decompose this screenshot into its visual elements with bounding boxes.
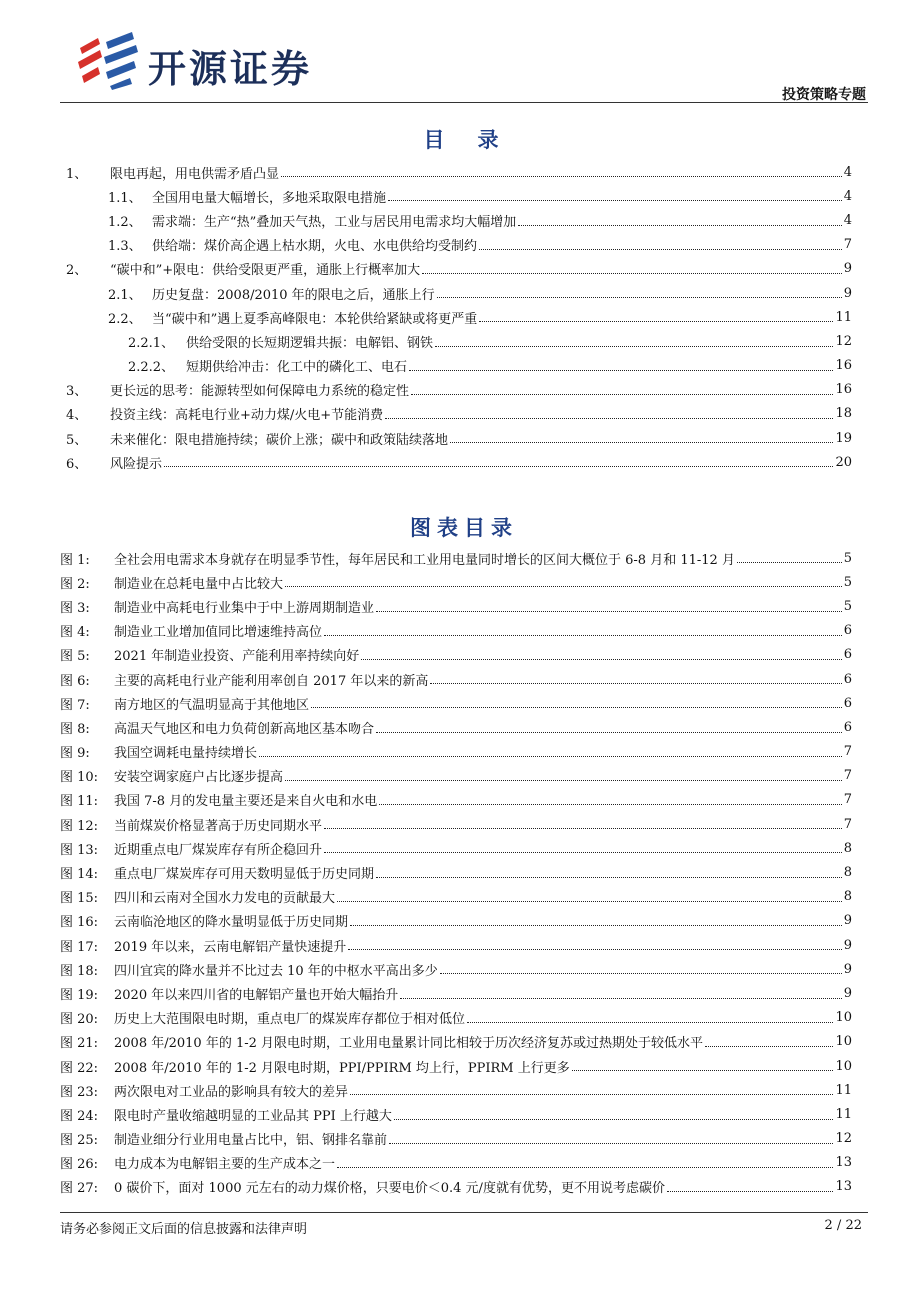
toc-entry-title: “碳中和”+限电：供给受限更严重，通胀上行概率加大: [110, 263, 421, 279]
figure-entry[interactable]: [60, 1006, 852, 1030]
toc-entry[interactable]: [60, 160, 852, 184]
figure-entry-number: 图 22:: [60, 1060, 99, 1076]
toc-entry[interactable]: [60, 378, 852, 402]
dot-leader: [376, 732, 842, 733]
figure-entry-page: 7: [843, 744, 852, 760]
dot-leader: [350, 925, 842, 926]
dot-leader: [400, 998, 842, 999]
figure-entry[interactable]: [60, 1127, 852, 1151]
figure-entry-page: 5: [843, 550, 852, 566]
figure-entry-number: 图 7:: [60, 697, 90, 713]
figure-entry-page: 7: [843, 792, 852, 808]
figure-entry-page: 6: [843, 719, 852, 735]
figure-entry-number: 图 13:: [60, 842, 99, 858]
figure-entry[interactable]: [60, 812, 852, 836]
figure-entry-page: 10: [835, 1010, 852, 1026]
figure-entry-page: 6: [843, 671, 852, 687]
figure-entry-page: 8: [843, 840, 852, 856]
figure-entry-number: 图 24:: [60, 1108, 99, 1124]
figure-entry-title: 两次限电对工业品的影响具有较大的差异: [114, 1084, 349, 1100]
figure-entry-page: 5: [843, 598, 852, 614]
figure-entry[interactable]: [60, 1078, 852, 1102]
dot-leader: [385, 418, 833, 419]
figure-entry-number: 图 5:: [60, 649, 90, 665]
toc-entry-page: 11: [835, 309, 852, 325]
figure-entry-title: 我国空调耗电量持续增长: [114, 746, 258, 762]
dot-leader: [379, 804, 842, 805]
header-divider: [60, 102, 868, 103]
figure-entry-title: 四川和云南对全国水力发电的贡献最大: [114, 891, 336, 907]
figure-entry-title: 0 碳价下，面对 1000 元左右的动力煤价格，只要电价＜0.4 元/度就有优势，更不用说考虑碳价: [114, 1181, 665, 1197]
figure-entry[interactable]: [60, 594, 852, 618]
toc-entry-number: 3、: [66, 384, 88, 400]
figure-entry[interactable]: [60, 643, 852, 667]
dot-leader: [259, 756, 842, 757]
figure-entry[interactable]: [60, 1102, 852, 1126]
dot-leader: [285, 586, 842, 587]
figure-entry-title: 我国 7-8 月的发电量主要还是来自火电和水电: [114, 794, 378, 810]
toc-entry-number: 2.2.1、: [128, 335, 175, 351]
figure-entry-title: 安装空调家庭户占比逐步提高: [114, 770, 284, 786]
dot-leader: [376, 877, 842, 878]
dot-leader: [572, 1070, 834, 1071]
figure-entry-page: 11: [835, 1106, 852, 1122]
figure-entry-title: 主要的高耗电行业产能利用率创自 2017 年以来的新高: [114, 673, 429, 689]
figure-entry-title: 制造业在总耗电量中占比较大: [114, 576, 284, 592]
page-header: [60, 20, 868, 104]
brand-name: 开源证券: [148, 47, 313, 91]
dot-leader: [389, 1143, 833, 1144]
figure-entry-number: 图 25:: [60, 1133, 99, 1149]
toc-entry[interactable]: [60, 426, 852, 450]
dot-leader: [430, 683, 841, 684]
figure-entry-title: 2008 年/2010 年的 1-2 月限电时期，PPI/PPIRM 均上行，PPIRM 上行更多: [114, 1060, 570, 1076]
toc-entry-title: 限电再起，用电供需矛盾凸显: [110, 166, 280, 182]
toc-entry-title: 更长远的思考：能源转型如何保障电力系统的稳定性: [110, 384, 410, 400]
toc-entry[interactable]: [60, 257, 852, 281]
dot-leader: [337, 901, 842, 902]
toc-entry-number: 2、: [66, 263, 88, 279]
figure-entry[interactable]: [60, 788, 852, 812]
figure-entry-title: 2020 年以来四川省的电解铝产量也开始大幅抬升: [114, 987, 399, 1003]
figure-entry[interactable]: [60, 933, 852, 957]
figure-entry[interactable]: [60, 1054, 852, 1078]
toc-entry-page: 7: [843, 237, 852, 253]
figure-entry-page: 12: [835, 1131, 852, 1147]
kaiyuan-logo-icon: [76, 30, 142, 90]
toc-entry-title: 投资主线：高耗电行业+动力煤/火电+节能消费: [110, 408, 384, 424]
figure-entry-number: 图 14:: [60, 867, 99, 883]
figure-entry-page: 9: [843, 913, 852, 929]
toc-entry-number: 4、: [66, 408, 88, 424]
figure-entry-number: 图 26:: [60, 1157, 99, 1173]
figure-entry-number: 图 2:: [60, 576, 90, 592]
figure-entry-title: 2019 年以来，云南电解铝产量快速提升: [114, 939, 347, 955]
figure-entry-page: 8: [843, 889, 852, 905]
figure-entry-number: 图 23:: [60, 1084, 99, 1100]
toc-entry-title: 全国用电量大幅增长，多地采取限电措施: [152, 190, 387, 206]
figure-entry-page: 5: [843, 574, 852, 590]
dot-leader: [350, 1094, 833, 1095]
figure-entry[interactable]: [60, 715, 852, 739]
toc-entry-page: 4: [843, 188, 852, 204]
figure-entry-title: 云南临沧地区的降水量明显低于历史同期: [114, 915, 349, 931]
figure-entry[interactable]: [60, 546, 852, 570]
figure-entry[interactable]: [60, 1151, 852, 1175]
toc-entry[interactable]: [60, 450, 852, 474]
figure-entry-title: 2008 年/2010 年的 1-2 月限电时期，工业用电量累计同比相较于历次经济复苏或过热期处于较低水平: [114, 1036, 704, 1052]
figure-entry[interactable]: [60, 667, 852, 691]
figure-entry-number: 图 9:: [60, 746, 90, 762]
dot-leader: [737, 562, 842, 563]
toc-entry-title: 未来催化：限电措施持续；碳价上涨；碳中和政策陆续落地: [110, 432, 449, 448]
figure-entry-page: 13: [835, 1155, 852, 1171]
figure-entry-number: 图 19:: [60, 987, 99, 1003]
toc-entry-page: 16: [835, 382, 852, 398]
dot-leader: [479, 249, 842, 250]
toc-entry-number: 6、: [66, 456, 88, 472]
dot-leader: [361, 659, 842, 660]
figures-list: [60, 546, 852, 1199]
figure-entry[interactable]: [60, 860, 852, 884]
toc-entry[interactable]: [60, 305, 852, 329]
toc-entry-title: 短期供给冲击：化工中的磷化工、电石: [186, 360, 408, 376]
dot-leader: [394, 1119, 834, 1120]
figure-entry-page: 10: [835, 1058, 852, 1074]
dot-leader: [376, 611, 842, 612]
toc-entry-page: 9: [843, 261, 852, 277]
toc-entry-page: 9: [843, 285, 852, 301]
dot-leader: [281, 176, 842, 177]
table-of-contents: [60, 160, 852, 474]
figure-entry-number: 图 27:: [60, 1181, 99, 1197]
toc-entry-page: 18: [835, 406, 852, 422]
toc-entry-page: 19: [835, 430, 852, 446]
figure-entry-title: 制造业中高耗电行业集中于中上游周期制造业: [114, 600, 375, 616]
toc-entry-number: 2.1、: [108, 287, 142, 303]
figure-entry-page: 13: [835, 1179, 852, 1195]
toc-title: 目 录: [423, 128, 505, 152]
figure-entry-page: 7: [843, 768, 852, 784]
figure-entry-number: 图 8:: [60, 721, 90, 737]
figure-entry-number: 图 11:: [60, 794, 99, 810]
figure-entry-number: 图 20:: [60, 1012, 99, 1028]
figure-entry-number: 图 21:: [60, 1036, 99, 1052]
figure-entry-page: 6: [843, 623, 852, 639]
toc-entry[interactable]: [60, 208, 852, 232]
figure-entry-title: 限电时产量收缩越明显的工业品其 PPI 上行越大: [114, 1108, 392, 1124]
dot-leader: [667, 1191, 834, 1192]
figure-entry-number: 图 4:: [60, 625, 90, 641]
toc-entry-number: 1.2、: [108, 214, 142, 230]
figure-entry-page: 11: [835, 1082, 852, 1098]
figure-entry-page: 6: [843, 695, 852, 711]
dot-leader: [348, 949, 842, 950]
figure-entry-title: 南方地区的气温明显高于其他地区: [114, 697, 310, 713]
figure-entry-page: 9: [843, 961, 852, 977]
dot-leader: [440, 973, 842, 974]
dot-leader: [337, 1167, 833, 1168]
toc-entry[interactable]: [60, 354, 852, 378]
figure-entry[interactable]: [60, 957, 852, 981]
dot-leader: [422, 273, 842, 274]
toc-entry[interactable]: [60, 184, 852, 208]
figure-entry[interactable]: [60, 909, 852, 933]
dot-leader: [450, 442, 833, 443]
dot-leader: [388, 200, 842, 201]
dot-leader: [324, 852, 842, 853]
toc-entry-page: 12: [835, 333, 852, 349]
toc-entry-title: 需求端：生产“热”叠加天气热，工业与居民用电需求均大幅增加: [152, 214, 517, 230]
toc-entry[interactable]: [60, 329, 852, 353]
figure-entry-title: 制造业细分行业用电量占比中，铝、钢排名靠前: [114, 1133, 388, 1149]
figure-entry[interactable]: [60, 570, 852, 594]
dot-leader: [324, 635, 842, 636]
dot-leader: [324, 828, 842, 829]
dot-leader: [411, 394, 833, 395]
dot-leader: [479, 321, 833, 322]
figure-entry-number: 图 17:: [60, 939, 99, 955]
toc-entry-title: 供给受限的长短期逻辑共振：电解铝、钢铁: [186, 335, 434, 351]
figure-entry-title: 电力成本为电解铝主要的生产成本之一: [114, 1157, 336, 1173]
toc-entry[interactable]: [60, 281, 852, 305]
figure-entry-title: 重点电厂煤炭库存可用天数明显低于历史同期: [114, 867, 375, 883]
figure-entry[interactable]: [60, 1030, 852, 1054]
toc-entry-title: 供给端：煤价高企遇上枯水期，火电、水电供给均受制约: [152, 239, 478, 255]
figure-entry-number: 图 15:: [60, 891, 99, 907]
figure-entry-page: 7: [843, 816, 852, 832]
page-indicator: 2 / 22: [824, 1218, 862, 1233]
dot-leader: [409, 370, 833, 371]
toc-entry-title: 风险提示: [110, 456, 163, 472]
figure-entry-title: 历史上大范围限电时期，重点电厂的煤炭库存都位于相对低位: [114, 1012, 466, 1028]
toc-entry[interactable]: [60, 233, 852, 257]
footer-divider: [60, 1212, 868, 1213]
figure-entry[interactable]: [60, 981, 852, 1005]
dot-leader: [518, 225, 841, 226]
toc-entry-number: 2.2.2、: [128, 360, 175, 376]
figure-entry-number: 图 6:: [60, 673, 90, 689]
figure-entry[interactable]: [60, 740, 852, 764]
dot-leader: [285, 780, 842, 781]
figure-entry-title: 四川宜宾的降水量并不比过去 10 年的中枢水平高出多少: [114, 963, 438, 979]
figure-entry[interactable]: [60, 691, 852, 715]
figure-entry[interactable]: [60, 1175, 852, 1199]
toc-entry-number: 1.1、: [108, 190, 142, 206]
figure-entry-page: 9: [843, 985, 852, 1001]
toc-entry-title: 历史复盘：2008/2010 年的限电之后，通胀上行: [152, 287, 435, 303]
dot-leader: [705, 1046, 833, 1047]
toc-entry-number: 1、: [66, 166, 88, 182]
figure-entry-page: 6: [843, 647, 852, 663]
figure-entry[interactable]: [60, 764, 852, 788]
figure-entry[interactable]: [60, 836, 852, 860]
figure-entry-title: 近期重点电厂煤炭库存有所企稳回升: [114, 842, 323, 858]
document-type-label: 投资策略专题: [782, 87, 866, 103]
dot-leader: [437, 297, 842, 298]
toc-entry-page: 4: [843, 164, 852, 180]
figure-entry-title: 全社会用电需求本身就存在明显季节性，每年居民和工业用电量同时增长的区间大概位于 6-8 月和 11-12 月: [114, 552, 735, 568]
figure-entry-number: 图 16:: [60, 915, 99, 931]
figure-entry-number: 图 3:: [60, 600, 90, 616]
toc-entry-page: 4: [843, 212, 852, 228]
footer-disclaimer: 请务必参阅正文后面的信息披露和法律声明: [60, 1222, 308, 1237]
figure-entry-title: 2021 年制造业投资、产能利用率持续向好: [114, 649, 360, 665]
figures-toc-title: 图表目录: [410, 516, 518, 540]
figure-entry-title: 高温天气地区和电力负荷创新高地区基本吻合: [114, 721, 375, 737]
figure-entry-page: 9: [843, 937, 852, 953]
dot-leader: [435, 346, 833, 347]
toc-entry-title: 当“碳中和”遇上夏季高峰限电：本轮供给紧缺或将更严重: [152, 311, 478, 327]
toc-entry-page: 20: [835, 454, 852, 470]
toc-entry[interactable]: [60, 402, 852, 426]
dot-leader: [164, 466, 833, 467]
figure-entry-number: 图 12:: [60, 818, 99, 834]
figure-entry-title: 制造业工业增加值同比增速维持高位: [114, 625, 323, 641]
figure-entry-number: 图 1:: [60, 552, 90, 568]
figure-entry-number: 图 18:: [60, 963, 99, 979]
toc-entry-page: 16: [835, 358, 852, 374]
figure-entry-page: 8: [843, 865, 852, 881]
figure-entry-title: 当前煤炭价格显著高于历史同期水平: [114, 818, 323, 834]
dot-leader: [467, 1022, 833, 1023]
figure-entry-page: 10: [835, 1034, 852, 1050]
figure-entry[interactable]: [60, 619, 852, 643]
dot-leader: [311, 707, 842, 708]
toc-entry-number: 1.3、: [108, 239, 142, 255]
toc-entry-number: 2.2、: [108, 311, 142, 327]
toc-entry-number: 5、: [66, 432, 88, 448]
figure-entry[interactable]: [60, 885, 852, 909]
figure-entry-number: 图 10:: [60, 770, 99, 786]
